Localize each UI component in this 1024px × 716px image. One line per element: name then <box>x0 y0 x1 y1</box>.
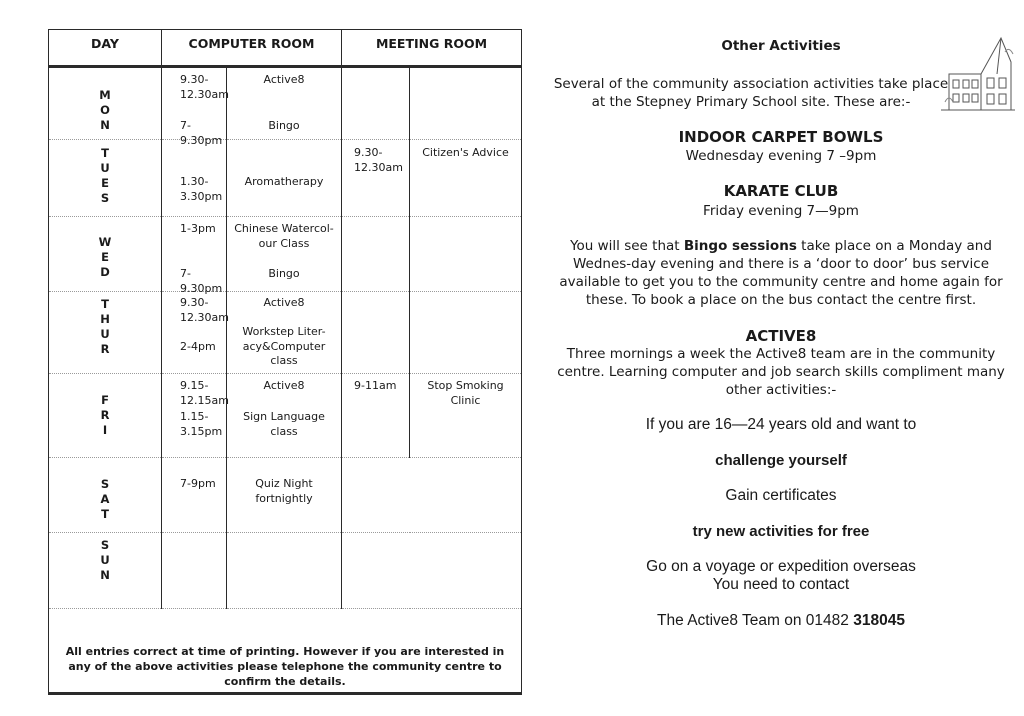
intro-text: Several of the community association activities take place at the Stepney Primary School site. These are:- <box>553 76 949 110</box>
meeting-activity-cell <box>410 217 522 292</box>
table-row-tuesday <box>49 140 522 217</box>
active8-text: Three mornings a week the Active8 team are in the community centre. Learning computer and job search skills compliment many other activities:- <box>557 346 1005 398</box>
active8-heading: ACTIVE8 <box>745 327 817 345</box>
meeting-time-cell <box>342 217 410 292</box>
computer-time-cell <box>162 67 229 147</box>
meeting-activity-cell <box>410 292 522 374</box>
meeting-empty-cell <box>342 458 522 533</box>
activity-text: Sign Language class <box>243 410 325 438</box>
activity-text: Active8 <box>263 73 305 86</box>
age-line: If you are 16—24 years old and want to <box>645 416 917 433</box>
time-text: 9-11am <box>354 379 397 392</box>
bingo-text-bold: Bingo sessions <box>683 238 797 254</box>
table-row-wednesday <box>49 217 522 292</box>
meeting-time-cell <box>342 140 410 217</box>
bingo-paragraph <box>546 237 1016 309</box>
team-contact-line <box>546 612 1016 630</box>
computer-time-cell <box>162 140 227 217</box>
computer-activity-cell <box>227 374 342 458</box>
header-day: DAY <box>49 30 162 67</box>
activity-text: Bingo <box>268 119 300 132</box>
table-row-friday <box>49 374 522 458</box>
activity-text: Chinese Watercol-our Class <box>234 222 334 250</box>
panel-title: Other Activities <box>721 38 841 54</box>
bingo-text-pre: You will see that <box>570 238 684 254</box>
computer-activity-cell <box>227 140 342 217</box>
table-row-monday <box>49 67 522 140</box>
meeting-empty-cell <box>342 533 522 609</box>
computer-time-cell <box>162 374 227 458</box>
team-text: The Active8 Team on 01482 <box>657 612 854 629</box>
table-row-saturday <box>49 458 522 533</box>
activity-text: Bingo <box>268 267 300 280</box>
table-row-sunday <box>49 533 522 609</box>
day-label: S U N <box>49 533 162 609</box>
computer-time-cell <box>162 458 227 533</box>
activity-text: Active8 <box>263 296 305 309</box>
contact-text: You need to contact <box>712 576 850 593</box>
activities-timetable <box>48 29 522 695</box>
day-label: W E D <box>49 217 162 292</box>
computer-activity-cell <box>227 292 342 374</box>
computer-activity-cell <box>227 533 342 609</box>
day-label: T U E S <box>49 140 162 217</box>
computer-time-cell <box>162 217 227 295</box>
activity-text: Active8 <box>263 379 305 392</box>
time-text: 9.30- 12.30am <box>180 73 229 101</box>
bowls-heading: INDOOR CARPET BOWLS <box>678 128 884 146</box>
activity-text: Workstep Liter-acy&Computer class <box>242 325 326 367</box>
activity-text: Quiz Night fortnightly <box>255 477 313 505</box>
meeting-activity-cell <box>410 140 522 217</box>
day-label: M O N <box>49 67 162 140</box>
activity-text: Aromatherapy <box>244 175 324 188</box>
computer-activity-cell <box>227 458 342 533</box>
table-row-thursday <box>49 292 522 374</box>
day-label: S A T <box>49 458 162 533</box>
time-text: 7-9.30pm <box>180 119 223 147</box>
time-text: 9.30- 12.30am <box>354 146 403 174</box>
challenge-text: challenge yourself <box>715 452 847 469</box>
time-text: 9.30- 12.30am <box>180 296 229 324</box>
time-text: 9.15- 12.15am <box>180 379 229 407</box>
meeting-time-cell <box>342 292 410 374</box>
voyage-text: Go on a voyage or expedition overseas <box>646 558 916 575</box>
time-text: 7-9.30pm <box>180 267 223 295</box>
activity-text: Stop Smoking Clinic <box>427 379 504 407</box>
karate-time: Friday evening 7—9pm <box>703 203 859 219</box>
meeting-activity-cell <box>410 374 522 458</box>
day-label: T H U R <box>49 292 162 374</box>
day-label: F R I <box>49 374 162 458</box>
certificates-text: Gain certificates <box>725 487 837 504</box>
karate-heading: KARATE CLUB <box>723 182 839 200</box>
time-text: 2-4pm <box>180 340 216 353</box>
computer-activity-cell <box>227 217 342 292</box>
time-text: 1.15- 3.15pm <box>180 410 223 438</box>
time-text: 1.30- 3.30pm <box>180 175 223 203</box>
try-new-text: try new activities for free <box>692 523 870 540</box>
team-phone-number: 318045 <box>853 612 905 629</box>
meeting-time-cell <box>342 374 410 458</box>
time-text: 7-9pm <box>180 477 216 490</box>
header-meeting-room: MEETING ROOM <box>342 30 522 67</box>
computer-activity-cell <box>227 67 342 140</box>
disclaimer-text: All entries correct at time of printing. However if you are interested in any of the above activities please telephone the community centre to confirm the details. <box>49 609 522 694</box>
header-computer-room: COMPUTER ROOM <box>162 30 342 67</box>
time-text: 1-3pm <box>180 222 216 235</box>
meeting-activity-cell <box>410 67 522 140</box>
computer-time-cell <box>162 292 227 374</box>
computer-time-cell <box>162 533 227 609</box>
bingo-text-post: take place on a Monday and Wednes-day evening and there is a ‘door to door’ bus service available to get you to the community centre and home again for these. To book a place on the bus contact the centre first. <box>559 238 1003 308</box>
table-footer-row <box>49 609 522 694</box>
meeting-time-cell <box>342 67 410 140</box>
bowls-time: Wednesday evening 7 –9pm <box>685 148 877 164</box>
activity-text: Citizen's Advice <box>422 146 509 159</box>
